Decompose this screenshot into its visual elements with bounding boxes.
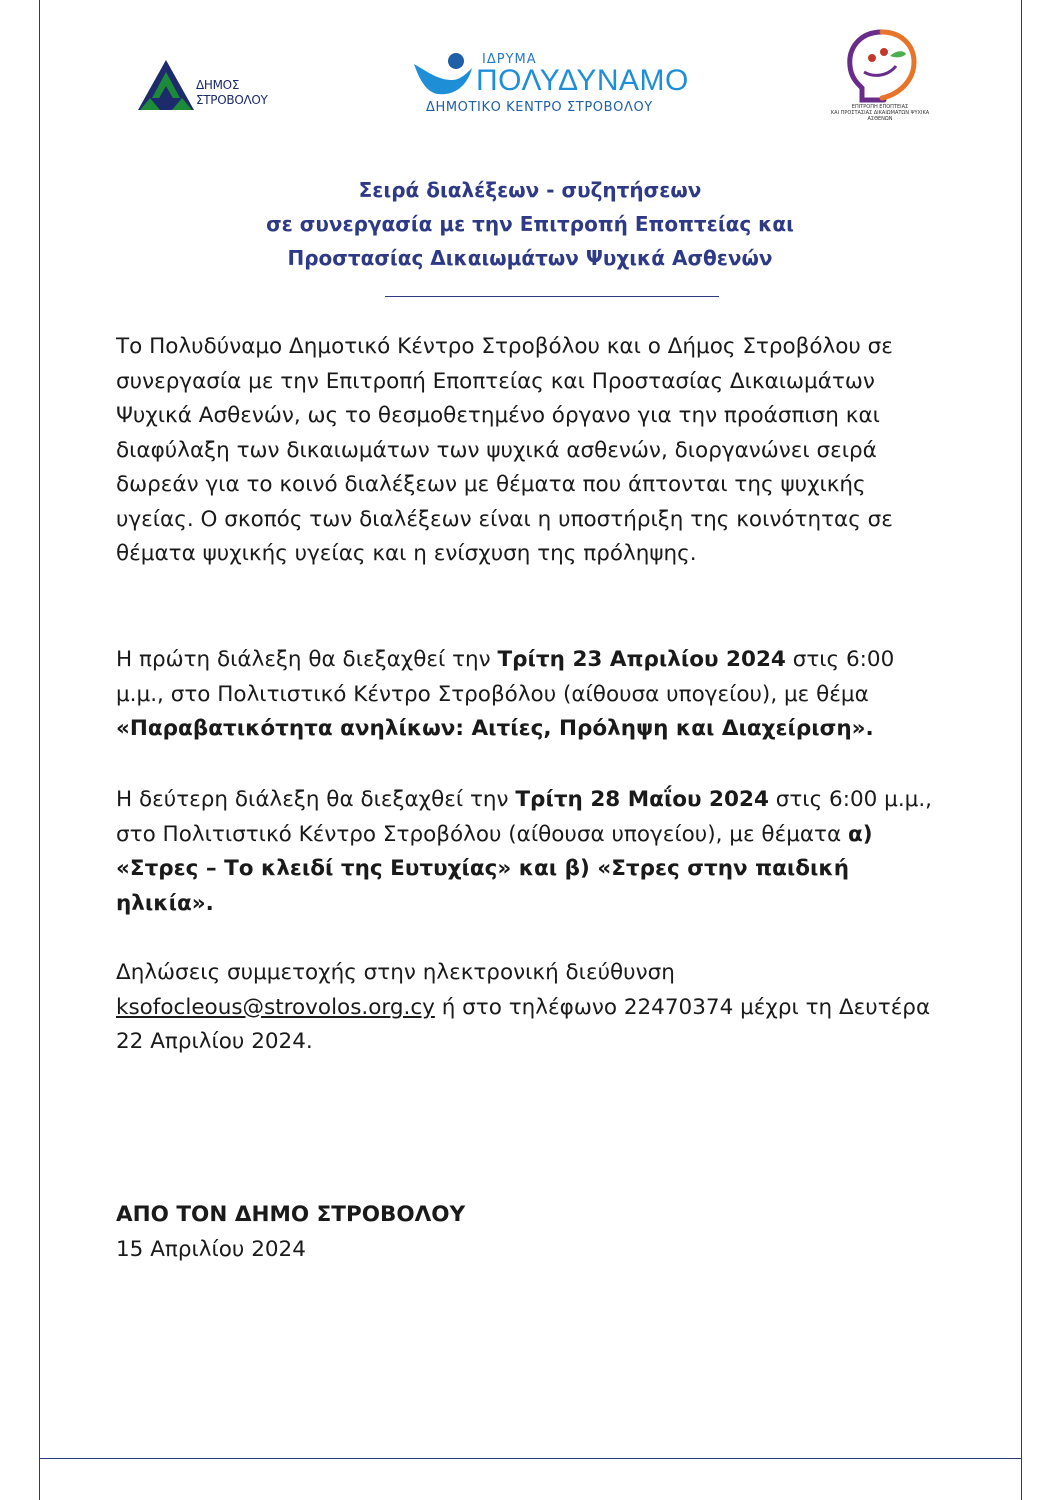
registration-pre: Δηλώσεις συμμετοχής στην ηλεκτρονική διεύθυνση bbox=[116, 960, 675, 985]
committee-logo bbox=[820, 28, 940, 123]
dimos-logo-line2: ΣΤΡΟΒΟΛΟΥ bbox=[196, 93, 268, 107]
committee-logo-line1: ΕΠΙΤΡΟΠΗ ΕΠΟΠΤΕΙΑΣ bbox=[851, 104, 909, 110]
idryma-polydynamo-logo bbox=[412, 50, 689, 122]
page-frame-right bbox=[1021, 0, 1022, 1500]
title-divider bbox=[385, 296, 719, 297]
lecture-2-topics: α) «Στρες – Το κλειδί της Ευτυχίας» και β) «Στρες στην παιδική ηλικία». bbox=[116, 821, 873, 916]
head-profile-icon bbox=[834, 28, 926, 104]
lecture-2-date: Τρίτη 28 Μαΐου 2024 bbox=[515, 787, 769, 812]
page-frame-bottom bbox=[39, 1458, 1022, 1459]
figure-mark-icon bbox=[412, 50, 482, 100]
registration-paragraph bbox=[116, 956, 946, 1060]
document-title bbox=[150, 173, 910, 275]
title-line-2: σε συνεργασία με την Επιτροπή Εποπτείας και bbox=[266, 212, 794, 236]
lecture-2-pre: Η δεύτερη διάλεξη θα διεξαχθεί την bbox=[116, 787, 516, 812]
page-frame-left bbox=[39, 0, 40, 1500]
registration-post: ή στο τηλέφωνο 22470374 μέχρι τη Δευτέρα 22 Απριλίου 2024. bbox=[116, 994, 931, 1054]
lecture-2-paragraph bbox=[116, 783, 946, 921]
signature-date: 15 Απριλίου 2024 bbox=[116, 1237, 306, 1262]
committee-logo-line2: ΚΑΙ ΠΡΟΣΤΑΣΙΑΣ ΔΙΚΑΙΩΜΑΤΩΝ ΨΥΧΙΚΑ ΑΣΘΕΝΩΝ bbox=[830, 110, 930, 122]
idryma-logo-line2: ΠΟΛΥΔΥΝΑΜΟ bbox=[476, 64, 689, 97]
lecture-2-mid: στις 6:00 μ.μ., στο Πολιτιστικό Κέντρο Στροβόλου (αίθουσα υπογείου), με θέματα bbox=[116, 787, 933, 847]
triangle-mark-icon bbox=[136, 58, 196, 114]
title-line-3: Προστασίας Δικαιωμάτων Ψυχικά Ασθενών bbox=[287, 246, 773, 270]
registration-email-link[interactable]: ksofocleous@strovolos.org.cy bbox=[116, 994, 435, 1020]
intro-paragraph: Το Πολυδύναμο Δημοτικό Κέντρο Στροβόλου και ο Δήμος Στροβόλου σε συνεργασία με την Επιτροπή Εποπτείας και Προστασίας Δικαιωμάτων Ψυχικά Ασθενών, ως το θεσμοθετημένο όργανο για την προάσπιση και διαφύλαξη των δικαιωμάτων των ψυχικά ασθενών, διοργανώνει σειρά δωρεάν για το κοινό διαλέξεων με θέματα που άπτονται της ψυχικής υγείας. Ο σκοπός των διαλέξεων είναι η υποστήριξη της κοινότητας σε θέματα ψυχικής υγείας και η ενίσχυση της πρόληψης. bbox=[116, 334, 893, 566]
lecture-1-date: Τρίτη 23 Απριλίου 2024 bbox=[497, 647, 786, 672]
lecture-1-mid: στις 6:00 μ.μ., στο Πολιτιστικό Κέντρο Στροβόλου (αίθουσα υπογείου), με θέμα bbox=[116, 647, 895, 707]
lecture-1-paragraph bbox=[116, 643, 946, 747]
dimos-strovolou-logo bbox=[136, 58, 286, 114]
lecture-1-pre: Η πρώτη διάλεξη θα διεξαχθεί την bbox=[116, 647, 498, 672]
dimos-logo-line1: ΔΗΜΟΣ bbox=[196, 78, 240, 92]
signature-from: ΑΠΟ ΤΟΝ ΔΗΜΟ ΣΤΡΟΒΟΛΟΥ bbox=[116, 1202, 466, 1227]
lecture-1-topic: «Παραβατικότητα ανηλίκων: Αιτίες, Πρόληψη και Διαχείριση». bbox=[116, 716, 874, 741]
idryma-logo-line1: ΙΔΡΥΜΑ bbox=[482, 52, 537, 67]
title-line-1: Σειρά διαλέξεων - συζητήσεων bbox=[358, 178, 702, 202]
idryma-logo-line3: ΔΗΜΟΤΙΚΟ ΚΕΝΤΡΟ ΣΤΡΟΒΟΛΟΥ bbox=[426, 100, 653, 115]
